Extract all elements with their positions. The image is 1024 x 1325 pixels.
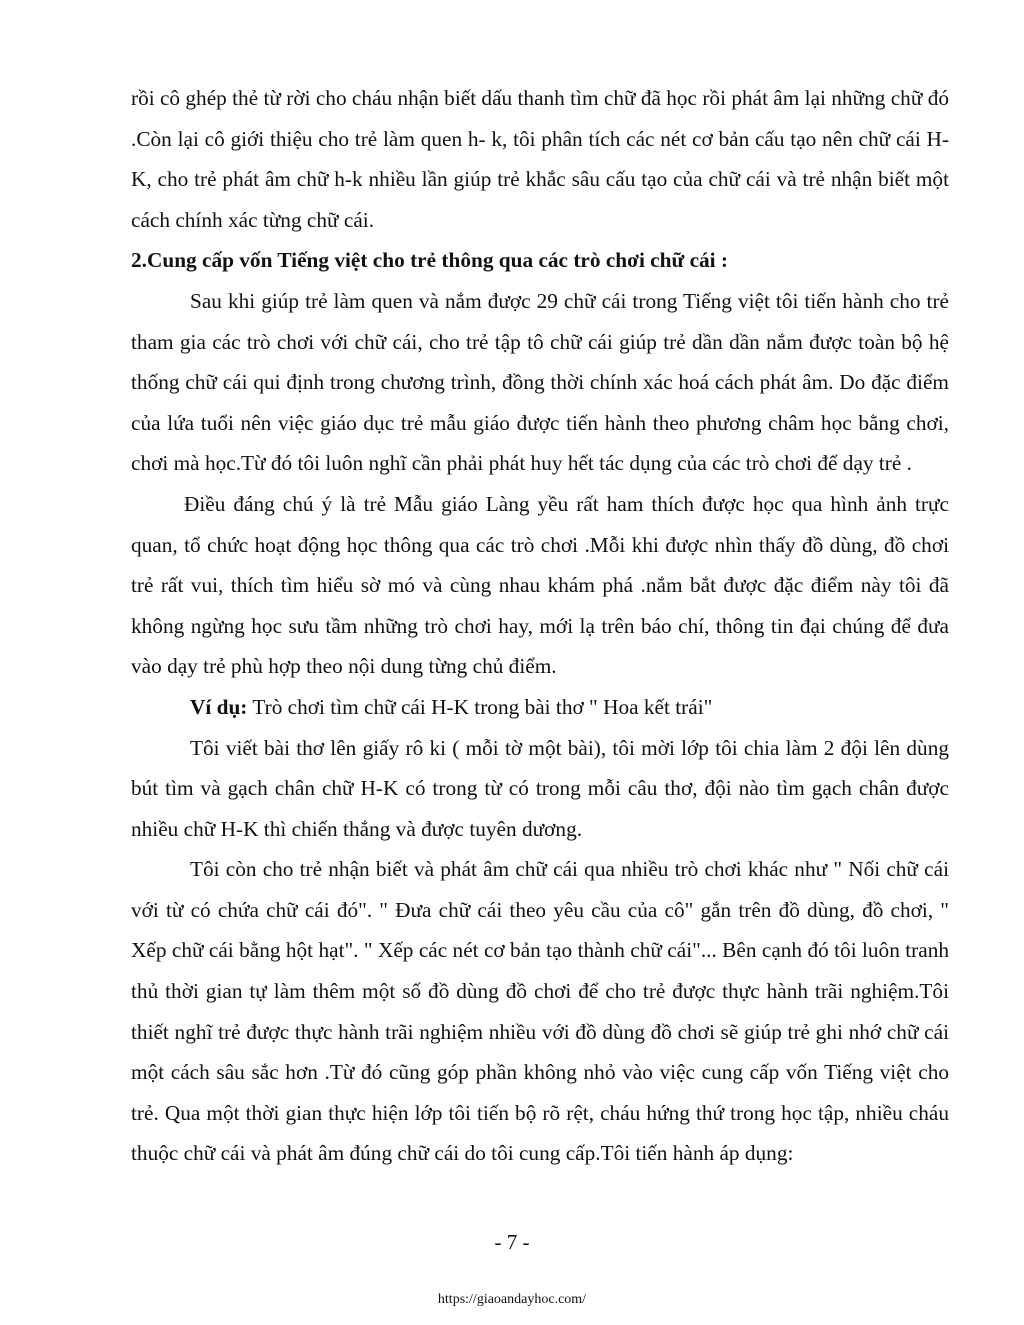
example-label: Ví dụ:: [190, 694, 248, 719]
paragraph-observation: Điều đáng chú ý là trẻ Mẫu giáo Làng yều rất ham thích được học qua hình ảnh trực quan, tổ chức hoạt động học thông qua các trò chơi .Mỗi khi được nhìn thấy đồ dùng, đồ chơi trẻ rất vui, thích tìm hiểu sờ mó và cùng nhau khám phá .nắm bắt được đặc điểm này tôi đã không ngừng học sưu tầm những trò chơi hay, mới lạ trên báo chí, thông tin đại chúng để đưa vào dạy trẻ phù hợp theo nội dung từng chủ điểm.: [131, 491, 949, 679]
section-heading: 2.Cung cấp vốn Tiếng việt cho trẻ thông qua các trò chơi chữ cái :: [131, 248, 729, 273]
paragraph-other-games: Tôi còn cho trẻ nhận biết và phát âm chữ cái qua nhiều trò chơi khác như " Nối chữ cái với từ có chứa chữ cái đó". " Đưa chữ cái theo yêu cầu của cô" gắn trên đồ dùng, đồ chơi, " Xếp chữ cái bằng hột hạt". " Xếp các nét cơ bản tạo thành chữ cái"... Bên cạnh đó tôi luôn tranh thủ thời gian tự làm thêm một số đồ dùng đồ chơi để cho trẻ được thực hành trãi nghiệm.Tôi thiết nghĩ trẻ được thực hành trãi nghiệm nhiều với đồ dùng đồ chơi sẽ giúp trẻ ghi nhớ chữ cái một cách sâu sắc hơn .Từ đó cũng góp phần không nhỏ vào việc cung cấp vốn Tiếng việt cho trẻ. Qua một thời gian thực hiện lớp tôi tiến bộ rõ rệt, cháu hứng thứ trong học tập, nhiều cháu thuộc chữ cái và phát âm đúng chữ cái do tôi cung cấp.Tôi tiến hành áp dụng:: [131, 857, 949, 1166]
paragraph-example: [131, 687, 949, 728]
paragraph-intro-games: Sau khi giúp trẻ làm quen và nắm được 29 chữ cái trong Tiếng việt tôi tiến hành cho trẻ tham gia các trò chơi với chữ cái, cho trẻ tập tô chữ cái giúp trẻ dần dần nắm được toàn bộ hệ thống chữ cái qui định trong chương trình, đồng thời chính xác hoá cách phát âm. Do đặc điểm của lứa tuổi nên việc giáo dục trẻ mẫu giáo được tiến hành theo phương châm học bằng chơi, chơi mà học.Từ đó tôi luôn nghĩ cần phải phát huy hết tác dụng của các trò chơi để dạy trẻ .: [131, 288, 949, 476]
page-number: - 7 -: [494, 1230, 530, 1254]
document-body: [131, 78, 949, 1174]
paragraph-continued: rồi cô ghép thẻ từ rời cho cháu nhận biết dấu thanh tìm chữ đã học rồi phát âm lại những chữ đó .Còn lại cô giới thiệu cho trẻ làm quen h- k, tôi phân tích các nét cơ bản cấu tạo nên chữ cái H-K, cho trẻ phát âm chữ h-k nhiều lần giúp trẻ khắc sâu cấu tạo của chữ cái và trẻ nhận biết một cách chính xác từng chữ cái.: [131, 86, 949, 232]
paragraph-poem-game: Tôi viết bài thơ lên giấy rô ki ( mỗi tờ một bài), tôi mời lớp tôi chia làm 2 đội lên dùng bút tìm và gạch chân chữ H-K có trong từ có trong mỗi câu thơ, đội nào tìm gạch chân được nhiều chữ H-K thì chiến thắng và được tuyên dương.: [131, 735, 949, 841]
footer-url[interactable]: https://giaoandayhoc.com/: [437, 1292, 587, 1307]
example-text: Trò chơi tìm chữ cái H-K trong bài thơ " Hoa kết trái": [247, 694, 713, 719]
